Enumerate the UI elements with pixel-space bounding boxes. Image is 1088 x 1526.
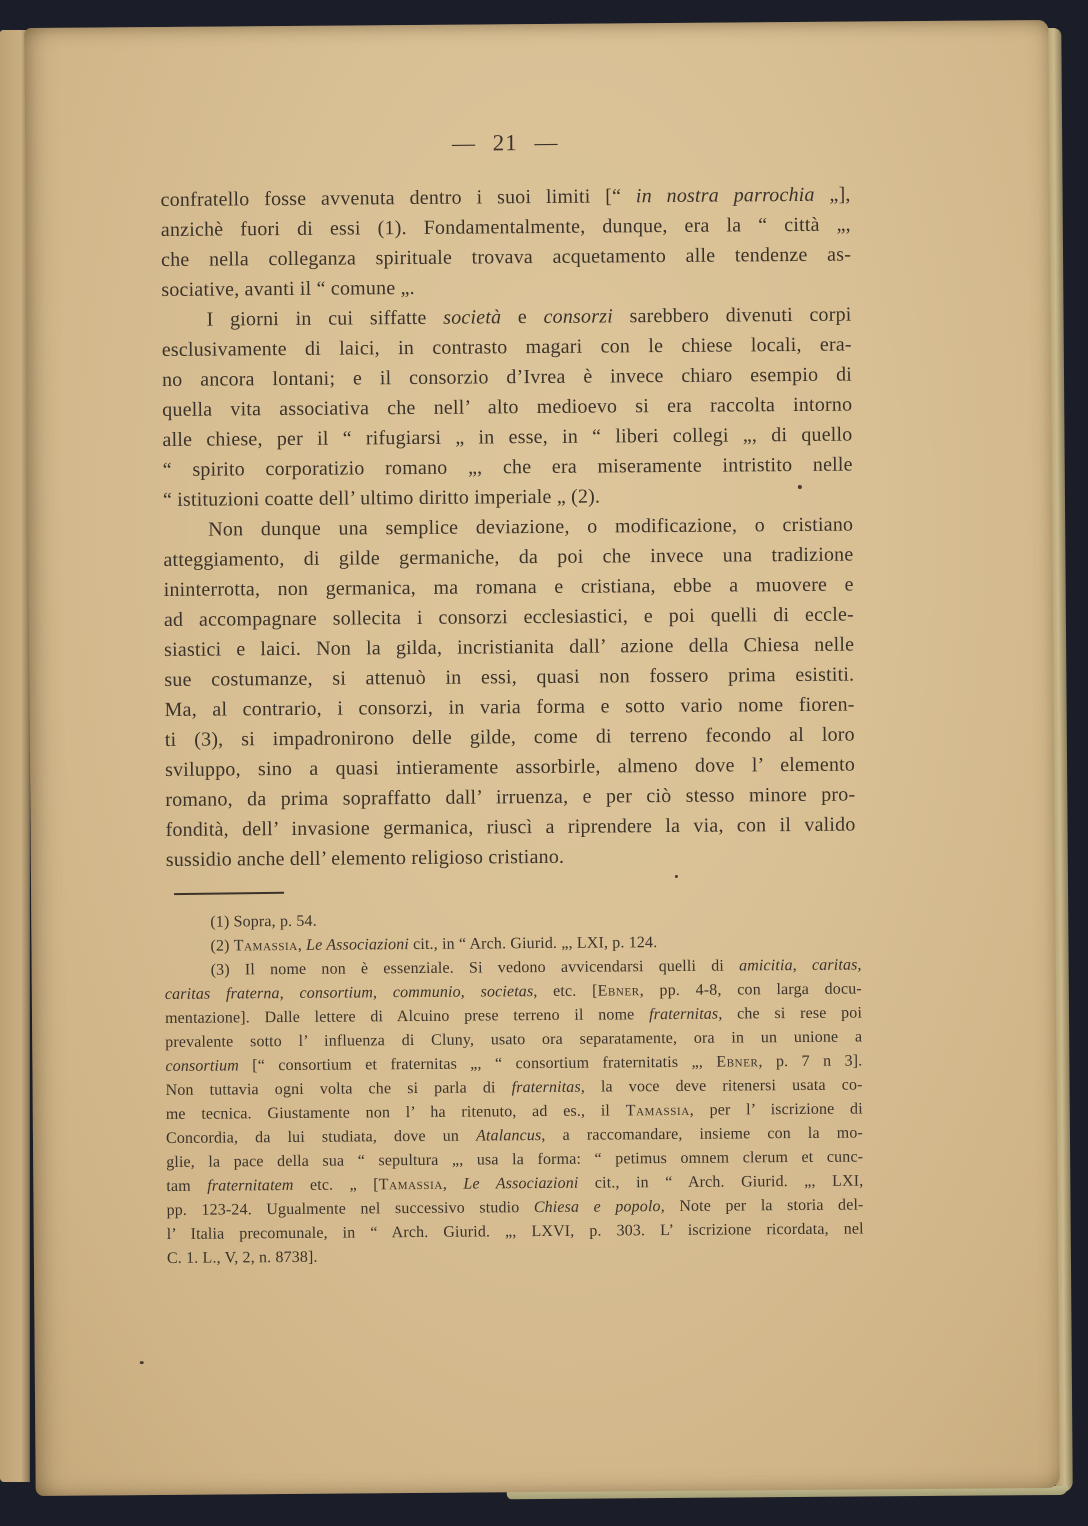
- body-line: romano, da prima sopraffatto dall’ irruenza, e per ciò stesso minore pro-: [165, 783, 856, 811]
- footnote-line: caritas fraterna, consortium, communio, societas, etc. [Ebner, pp. 4-8, con larga docu-: [164, 980, 862, 1003]
- body-line: sociative, avanti il “ comune „.: [161, 276, 415, 301]
- body-line: ininterrotta, non germanica, ma romana e cristiana, ebbe a muovere e: [163, 573, 854, 601]
- footnote-line: (1) Sopra, p. 54.: [210, 912, 317, 931]
- footnote-line: pp. 123-24. Ugualmente nel successivo studio Chiesa e popolo, Note per la storia del-: [166, 1196, 864, 1219]
- body-line: sue costumanze, si attenuò in essi, quasi non fossero prima esistiti.: [164, 663, 855, 691]
- body-line: sviluppo, sino a quasi intieramente assorbirle, almeno dove l’ elemento: [164, 753, 856, 781]
- body-line: no ancora lontani; e il consorzio d’Ivrea è invece chiaro esempio di: [161, 363, 853, 391]
- body-line: atteggiamento, di gilde germaniche, da poi che invece una tradizione: [163, 543, 854, 571]
- footnote-line: (3) Il nome non è essenziale. Si vedono avvicendarsi quelli di amicitia, caritas,: [210, 956, 862, 979]
- book-page: [24, 20, 1059, 1496]
- footnote-line: me tecnica. Giustamente non l’ ha ritenuto, ad es., il Tamassia, per l’ iscrizione di: [165, 1100, 863, 1123]
- footnote-line: mentazione]. Dalle lettere di Alcuino prese terreno il nome fraternitas, che si rese poi: [164, 1004, 863, 1027]
- footnote-separator: [174, 892, 284, 895]
- ink-speck: [675, 875, 678, 878]
- footnote-line: glie, la pace della sua “ sepultura „, usa la forma: “ petimus omnem clerum et cunc-: [166, 1148, 864, 1171]
- footnotes: [164, 905, 864, 1270]
- footnote-line: C. 1. L., V, 2, n. 8738].: [166, 1248, 318, 1267]
- body-line: confratello fosse avvenuta dentro i suoi limiti [“ in nostra parrochia „],: [160, 183, 851, 211]
- footnote-line: prevalente sotto l’ influenza di Cluny, usato ora separatamente, ora in un unione a: [165, 1028, 863, 1051]
- body-line: ti (3), si impadronirono delle gilde, come di terreno fecondo al loro: [164, 723, 855, 751]
- body-line: I giorni in cui siffatte società e consorzi sarebbero divenuti corpi: [206, 303, 852, 331]
- body-line: anzichè fuori di essi (1). Fondamentalmente, dunque, era la “ città „,: [160, 213, 851, 241]
- footnote-line: tam fraternitatem etc. „ [Tamassia, Le Associazioni cit., in “ Arch. Giurid. „, LXI,: [166, 1172, 864, 1195]
- body-line: fondità, dell’ invasione germanica, riuscì a riprendere la via, con il valido: [165, 813, 856, 841]
- body-line: alle chiese, per il “ rifugiarsi „ in esse, in “ liberi collegi „, di quello: [162, 423, 853, 451]
- footnote-line: consortium [“ consortium et fraternitas „, “ consortium fraternitatis „, Ebner, p. 7 n 3].: [165, 1052, 863, 1075]
- footnote-paragraph: [165, 953, 864, 1270]
- body-line: Ma, al contrario, i consorzi, in varia forma e sotto vario nome fioren-: [164, 693, 855, 721]
- ink-speck: [140, 1361, 144, 1364]
- body-line: esclusivamente di laici, in contrasto magari con le chiese locali, era-: [161, 333, 852, 361]
- footnote-line: Concordia, da lui studiata, dove un Atalancus, a raccomandare, insieme con la mo-: [165, 1124, 864, 1147]
- body-line: che nella colleganza spirituale trovava acquetamento alle tendenze as-: [160, 243, 852, 271]
- page: [24, 20, 1059, 1496]
- body-line: “ istituzioni coatte dell’ ultimo diritto imperiale „ (2).: [162, 485, 601, 511]
- page-number: — 21 —: [451, 129, 559, 156]
- body-line: siastici e laici. Non la gilda, incristianita dall’ azione della Chiesa nelle: [164, 633, 855, 661]
- body-line: ad accompagnare sollecita i consorzi ecclesiastici, e poi quelli di eccle-: [163, 603, 854, 631]
- body-text: [160, 180, 855, 875]
- body-paragraph: [160, 180, 851, 305]
- body-line: Non dunque una semplice deviazione, o modificazione, o cristiano: [208, 513, 854, 541]
- body-line: “ spirito corporatizio romano „, che era miseramente intristito nelle: [162, 453, 853, 481]
- body-paragraph: [161, 300, 853, 515]
- body-paragraph: [163, 510, 856, 875]
- footnote-line: Non tuttavia ogni volta che si parla di fraternitas, la voce deve ritenersi usata co-: [165, 1076, 863, 1099]
- body-line: sussidio anche dell’ elemento religioso cristiano.: [165, 845, 565, 871]
- body-line: quella vita associativa che nell’ alto medioevo si era raccolta intorno: [162, 393, 853, 421]
- footnote-line: (2) Tamassia, Le Associazioni cit., in “ Arch. Giurid. „, LXI, p. 124.: [210, 934, 658, 955]
- ink-speck: [798, 485, 802, 489]
- footnote-line: l’ Italia precomunale, in “ Arch. Giurid. „, LXVI, p. 303. L’ iscrizione ricordata, nel: [166, 1220, 864, 1243]
